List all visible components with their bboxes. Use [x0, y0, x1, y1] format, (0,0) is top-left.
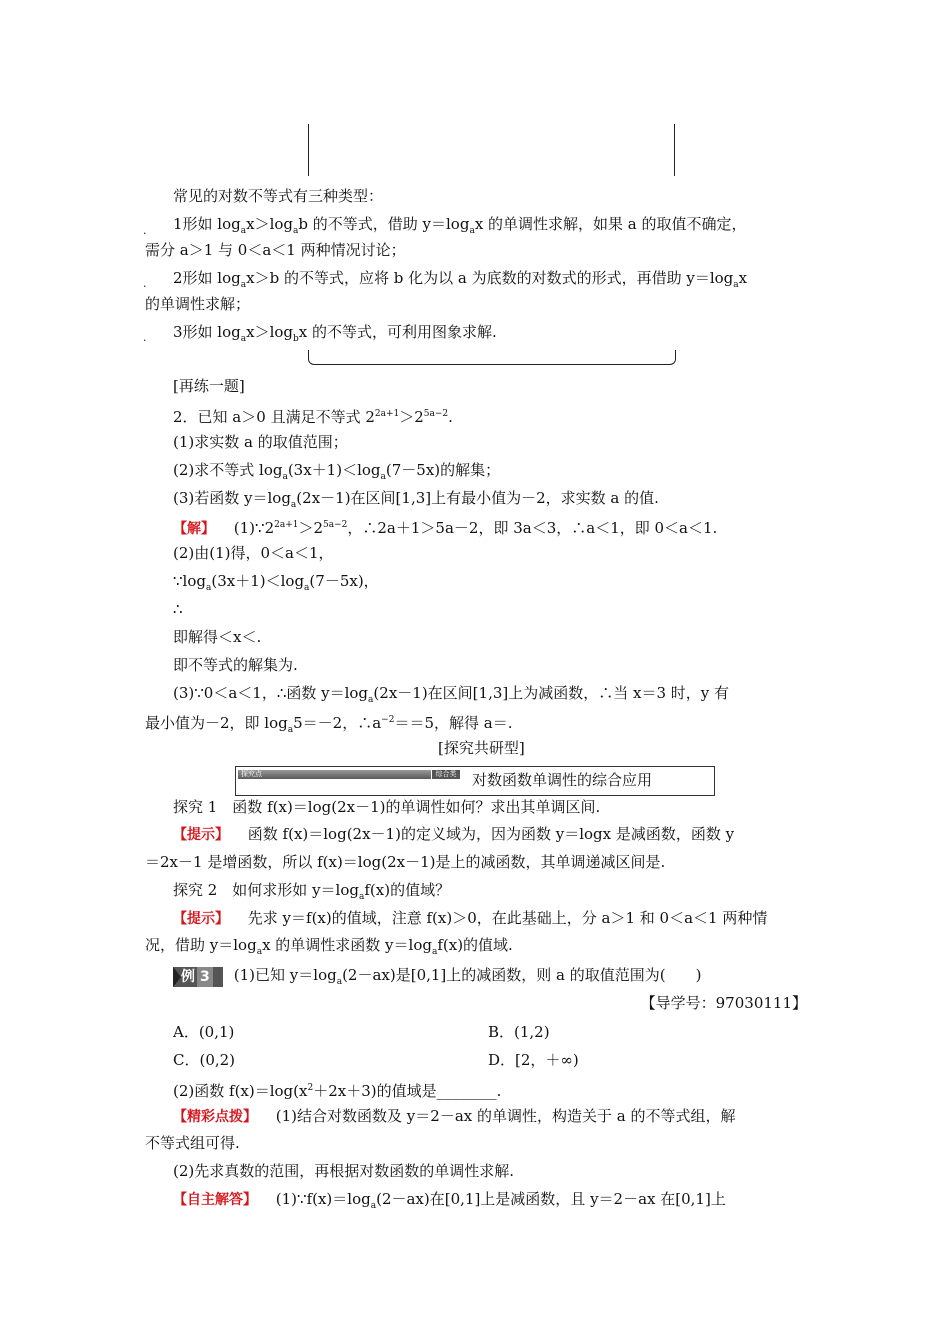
- banner-left-label: 探究点: [241, 770, 262, 778]
- summary-item-2a: 2形如 $\log_ax>b$ 的不等式，应将 b 化为以 a 为底数的对数式的形式，再借助 $y=\log_ax$: [173, 269, 748, 290]
- practice-question-1: (1)求实数 a 的取值范围；: [173, 433, 348, 451]
- example-question-2: (2)函数 $f(x)=\log(x^2+2x+3)$的值域是________.: [173, 1082, 502, 1100]
- item-marker: .: [143, 224, 147, 237]
- answer-text: $(1)\because f(x)=\log_a(2-ax)$在[0,1]上是减函数，且 y＝2－ax 在[0,1]上: [275, 1190, 726, 1211]
- example-question-text: (1)已知 $y=\log_a(2-ax)$是[0,1]上的减函数，则 a 的取值范围为( ): [233, 966, 702, 987]
- example-question-1: [173, 965, 701, 992]
- tip-line-c: (2)先求真数的范围，再根据对数函数的单调性求解.: [173, 1162, 515, 1180]
- tip-label: 【精彩点拨】: [173, 1109, 257, 1125]
- tip-line-a: [173, 1106, 735, 1127]
- section-heading: [探究共研型]: [438, 739, 525, 757]
- summary-item-1b: 需分 a＞1 与 0＜a＜1 两种情况讨论；: [145, 241, 406, 259]
- explore-2-hint-b: 况，借助 $y=\log_ax$ 的单调性求函数 $y=\log_af(x)$的值域.: [145, 936, 513, 957]
- example-badge: [173, 967, 223, 987]
- tip-line-b: 不等式组可得.: [145, 1134, 240, 1152]
- banner-tag: 综合类: [432, 770, 460, 779]
- solution-line-2d: 即解得＜x＜.: [173, 628, 262, 646]
- practice-question-2: (2)求不等式 $\log_a(3x+1)<\log_a(7-5x)$的解集；: [173, 461, 501, 482]
- badge-arrow-icon: [173, 967, 181, 987]
- badge-number: 3: [197, 967, 213, 987]
- option-d: D．[2，＋∞): [488, 1051, 579, 1069]
- solution-line-2e: 即不等式的解集为.: [173, 656, 298, 674]
- banner-title: 对数函数单调性的综合应用: [472, 771, 653, 789]
- solution-line-2a: (2)由(1)得，0＜a＜1，: [173, 544, 334, 562]
- solution-part-1: $(1)\because 2^{2a+1}>2^{5a-2}$，∴2a＋1＞5a－2，即 3a＜3，∴a＜1，即 0＜a＜1.: [233, 519, 718, 537]
- hint-label: 【提示】: [173, 827, 229, 843]
- answer-label: 【自主解答】: [173, 1192, 257, 1208]
- solution-line-1: [173, 515, 717, 539]
- option-c: C．(0,2): [173, 1051, 236, 1069]
- summary-box-right-top: [674, 124, 675, 176]
- explore-2-hint-a: [173, 908, 767, 929]
- summary-box-bottom: [308, 350, 676, 365]
- practice-question: 2．已知 a＞0 且满足不等式 $2^{2a+1}>2^{5a-2}$.: [173, 408, 453, 426]
- hint-text: 先求 y＝f(x)的值域，注意 f(x)＞0，在此基础上，分 a＞1 和 0＜a＜1 两种情: [247, 909, 768, 927]
- solution-line-2c: ∴: [173, 600, 183, 618]
- solution-line-3a: (3)∵0＜a＜1，∴函数 $y=\log_a(2x-1)$在区间[1,3]上为减函数，∴当 x＝3 时，y 有: [173, 684, 730, 705]
- summary-item-2b: 的单调性求解；: [145, 295, 251, 313]
- answer-line-a: [173, 1189, 726, 1216]
- tip-text: (1)结合对数函数及 y＝2－ax 的单调性，构造关于 a 的不等式组，解: [275, 1107, 736, 1125]
- explore-1: 探究 1 函数 f(x)＝log(2x－1)的单调性如何？求出其单调区间.: [173, 798, 601, 816]
- solution-line-3b: 最小值为－2，即 $\log_a5=-2$，$\therefore a^{-2}==5$，解得 a＝.: [145, 714, 513, 735]
- summary-item-1a: 1形如 $\log_ax>\log_ab$ 的不等式，借助 $y=\log_ax$ 的单调性求解，如果 a 的取值不确定，: [173, 215, 747, 236]
- practice-question-3: (3)若函数 $y=\log_a(2x-1)$在区间[1,3]上有最小值为－2，求实数 a 的值.: [173, 489, 659, 510]
- hint-text: 函数 f(x)＝log(2x－1)的定义域为，因为函数 y＝logx 是减函数，函数 y: [247, 825, 735, 843]
- summary-box-left-top: [308, 124, 309, 176]
- summary-item-3: 3形如 $\log_ax>\log_bx$ 的不等式，可利用图象求解.: [173, 323, 497, 344]
- option-a: A．(0,1): [173, 1023, 235, 1041]
- item-marker: .: [143, 277, 147, 290]
- banner-bar: [238, 770, 431, 779]
- explore-2: 探究 2 如何求形如 $y=\log_af(x)$的值域？: [173, 881, 451, 902]
- explore-1-hint-a: [173, 824, 734, 845]
- explore-1-hint-b: ＝2x－1 是增函数，所以 f(x)＝log(2x－1)是上的减函数，其单调递减区间是.: [145, 853, 666, 871]
- option-b: B．(1,2): [488, 1023, 550, 1041]
- item-marker: .: [143, 331, 147, 344]
- badge-text: 例: [181, 969, 195, 985]
- solution-label: 【解】: [173, 521, 215, 537]
- section-banner: [235, 766, 715, 796]
- hint-label: 【提示】: [173, 911, 229, 927]
- summary-intro: 常见的对数不等式有三种类型：: [173, 187, 384, 205]
- solution-line-2b: $\because\log_a(3x+1)<\log_a(7-5x)$，: [173, 572, 379, 593]
- practice-heading: [再练一题]: [173, 377, 245, 395]
- guide-number: 【导学号：97030111】: [640, 994, 807, 1012]
